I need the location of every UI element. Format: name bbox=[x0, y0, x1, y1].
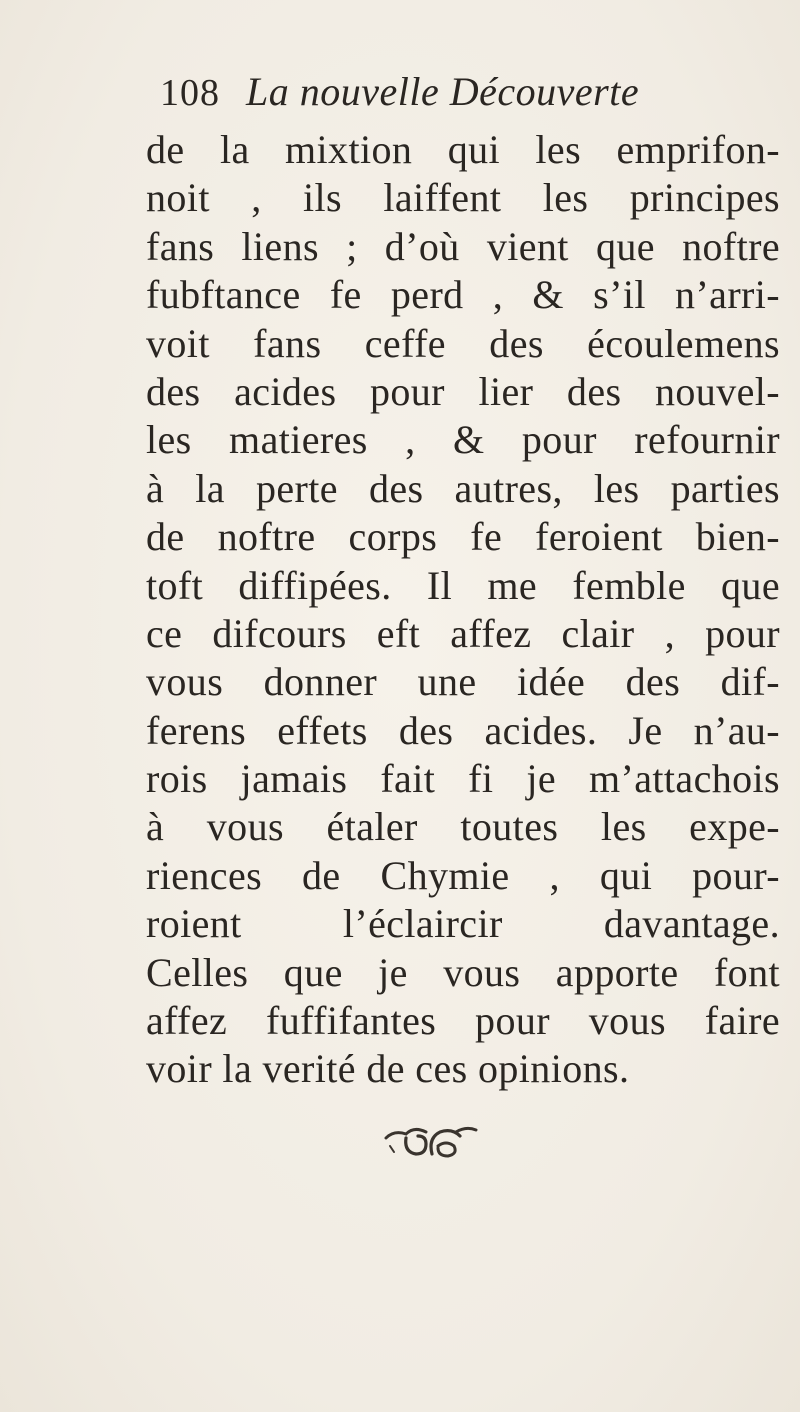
text-line: fans liens ; d’où vient que noftre bbox=[146, 223, 780, 269]
text-line: ferens effets des acides. Je n’au- bbox=[146, 707, 780, 753]
text-line: Celles que je vous apporte font bbox=[146, 949, 780, 995]
text-line: de la mixtion qui les emprifon- bbox=[146, 127, 780, 172]
text-line: des acides pour lier des nouvel- bbox=[146, 368, 780, 414]
text-line: noit , ils laiffent les principes bbox=[146, 175, 780, 221]
text-line: fubftance fe perd , & s’il n’arri- bbox=[146, 272, 780, 318]
text-line: voit fans ceffe des écoulemens bbox=[146, 320, 780, 366]
running-title: La nouvelle Découverte bbox=[246, 69, 640, 114]
page-header bbox=[160, 68, 760, 124]
text-line: toft diffipées. Il me femble que bbox=[146, 562, 780, 608]
text-line: riences de Chymie , qui pour- bbox=[146, 852, 780, 898]
text-line: affez fuffifantes pour vous faire bbox=[146, 998, 780, 1044]
page-number: 108 bbox=[160, 72, 220, 114]
tailpiece-ornament-icon bbox=[376, 1116, 486, 1164]
text-line: voir la verité de ces opinions. bbox=[146, 1046, 630, 1092]
text-line: rois jamais fait fi je m’attachois bbox=[146, 756, 780, 802]
text-line: les matieres , & pour refournir bbox=[146, 417, 780, 463]
text-line: vous donner une idée des dif- bbox=[146, 659, 780, 705]
text-line: à la perte des autres, les parties bbox=[146, 465, 780, 511]
body-text bbox=[146, 126, 780, 1094]
text-line: ce difcours eft affez clair , pour bbox=[146, 610, 780, 656]
text-line: à vous étaler toutes les expe- bbox=[146, 804, 780, 850]
text-line: de noftre corps fe feroient bien- bbox=[146, 514, 780, 560]
text-line: roient l’éclaircir davantage. bbox=[146, 901, 780, 947]
